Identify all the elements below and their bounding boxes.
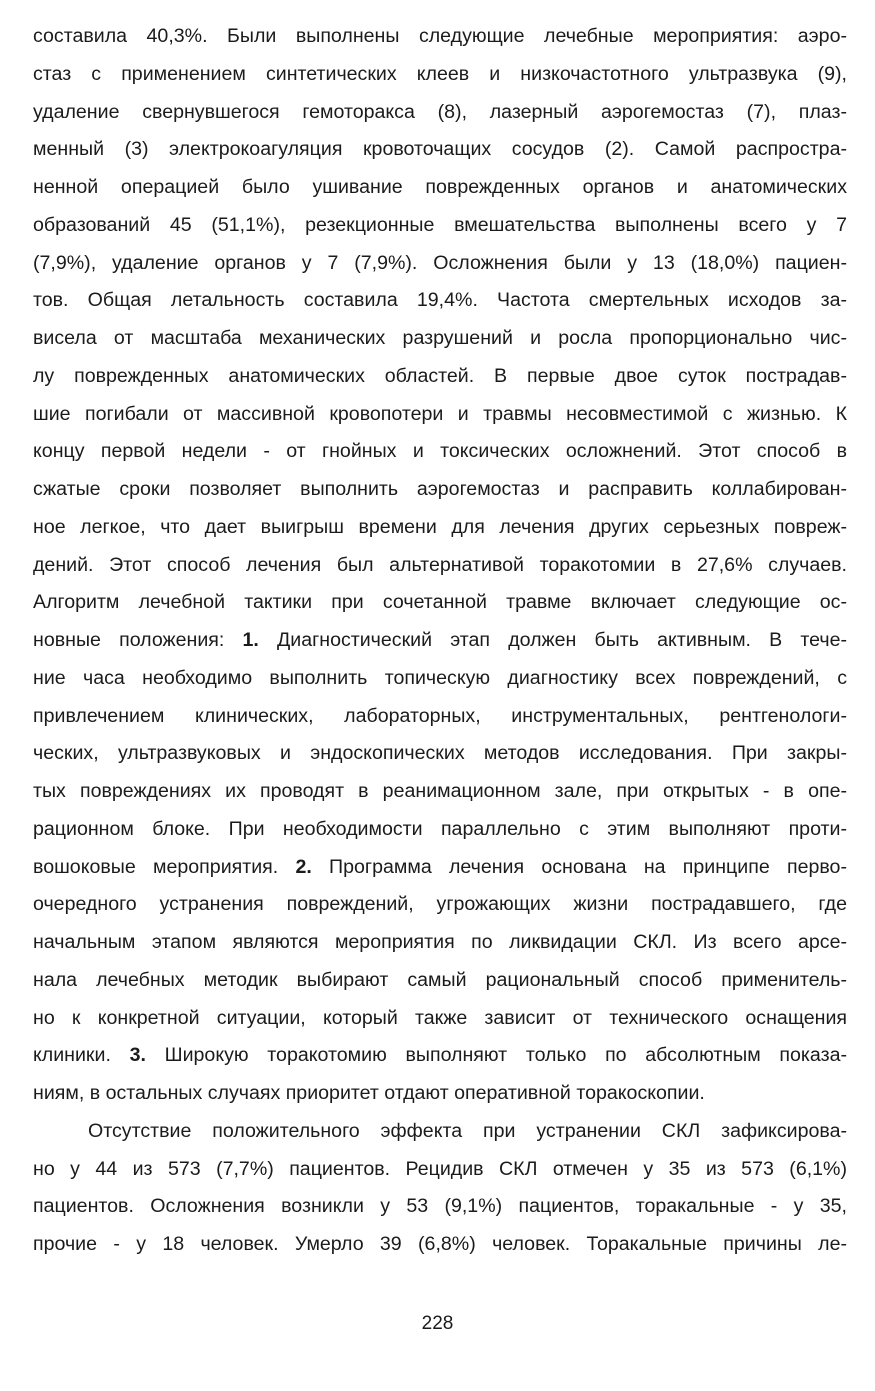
text-line: привлечением клинических, лабораторных, инструментальных, рентгенологи- bbox=[33, 704, 847, 727]
text-line: стаз с применением синтетических клеев и низкочастотного ультразвука (9), bbox=[33, 62, 847, 85]
text-line: удаление свернувшегося гемоторакса (8), лазерный аэрогемостаз (7), плаз- bbox=[33, 100, 847, 123]
text-line: менный (3) электрокоагуляция кровоточащих сосудов (2). Самой распростра- bbox=[33, 138, 847, 161]
text-line: дений. Этот способ лечения был альтернативой торакотомии в 27,6% случаев. bbox=[33, 553, 847, 576]
text-line: сжатые сроки позволяет выполнить аэрогемостаз и расправить коллабирован- bbox=[33, 478, 847, 500]
page-number: 228 bbox=[421, 1313, 454, 1334]
text-line: ненной операцией было ушивание поврежденных органов и анатомических bbox=[33, 176, 847, 198]
text-line: тов. Общая летальность составила 19,4%. Частота смертельных исходов за- bbox=[33, 289, 847, 312]
body-text bbox=[33, 18, 847, 1264]
text-line: клиники. 3. Широкую торакотомию выполняют только по абсолютным показа- bbox=[33, 1044, 847, 1067]
text-line: очередного устранения повреждений, угрожающих жизни пострадавшего, где bbox=[33, 893, 847, 916]
text-line: тых повреждениях их проводят в реанимационном зале, при открытых - в опе- bbox=[33, 780, 847, 802]
text-line: лу поврежденных анатомических областей. В первые двое суток пострадав- bbox=[33, 364, 847, 387]
text-line: (7,9%), удаление органов у 7 (7,9%). Осложнения были у 13 (18,0%) пациен- bbox=[33, 251, 847, 274]
text-line: рационном блоке. При необходимости параллельно с этим выполняют проти- bbox=[33, 817, 847, 840]
text-line: ние часа необходимо выполнить топическую диагностику всех повреждений, с bbox=[33, 666, 847, 689]
text-line: нала лечебных методик выбирают самый рациональный способ применитель- bbox=[33, 968, 847, 991]
text-line: концу первой недели - от гнойных и токсических осложнений. Этот способ в bbox=[33, 440, 847, 463]
paragraph bbox=[33, 1113, 847, 1264]
text-line: образований 45 (51,1%), резекционные вмешательства выполнены всего у 7 bbox=[33, 213, 847, 236]
text-line: но к конкретной ситуации, который также зависит от технического оснащения bbox=[33, 1006, 847, 1029]
text-line: Алгоритм лечебной тактики при сочетанной травме включает следующие ос- bbox=[33, 591, 847, 614]
text-line: Отсутствие положительного эффекта при устранении СКЛ зафиксирова- bbox=[88, 1119, 847, 1142]
text-line: шие погибали от массивной кровопотери и травмы несовместимой с жизнью. К bbox=[33, 402, 847, 425]
text-line: пациентов. Осложнения возникли у 53 (9,1%) пациентов, торакальные - у 35, bbox=[33, 1195, 847, 1218]
text-line: но у 44 из 573 (7,7%) пациентов. Рецидив СКЛ отмечен у 35 из 573 (6,1%) bbox=[33, 1157, 847, 1180]
text-line: прочие - у 18 человек. Умерло 39 (6,8%) человек. Торакальные причины ле- bbox=[33, 1233, 847, 1255]
paragraph bbox=[33, 18, 847, 1113]
text-line: вошоковые мероприятия. 2. Программа лечения основана на принципе перво- bbox=[33, 855, 847, 878]
text-line: ниям, в остальных случаях приоритет отдают оперативной торакоскопии. bbox=[33, 1082, 705, 1104]
text-line: начальным этапом являются мероприятия по ликвидации СКЛ. Из всего арсе- bbox=[33, 931, 847, 953]
text-line: ческих, ультразвуковых и эндоскопических методов исследования. При закры- bbox=[33, 742, 847, 765]
text-line: ное легкое, что дает выигрыш времени для лечения других серьезных повреж- bbox=[33, 515, 847, 538]
text-line: составила 40,3%. Были выполнены следующие лечебные мероприятия: аэро- bbox=[33, 25, 847, 47]
text-line: висела от масштаба механических разрушений и росла пропорционально чис- bbox=[33, 327, 847, 349]
text-line: новные положения: 1. Диагностический этап должен быть активным. В тече- bbox=[33, 629, 848, 651]
